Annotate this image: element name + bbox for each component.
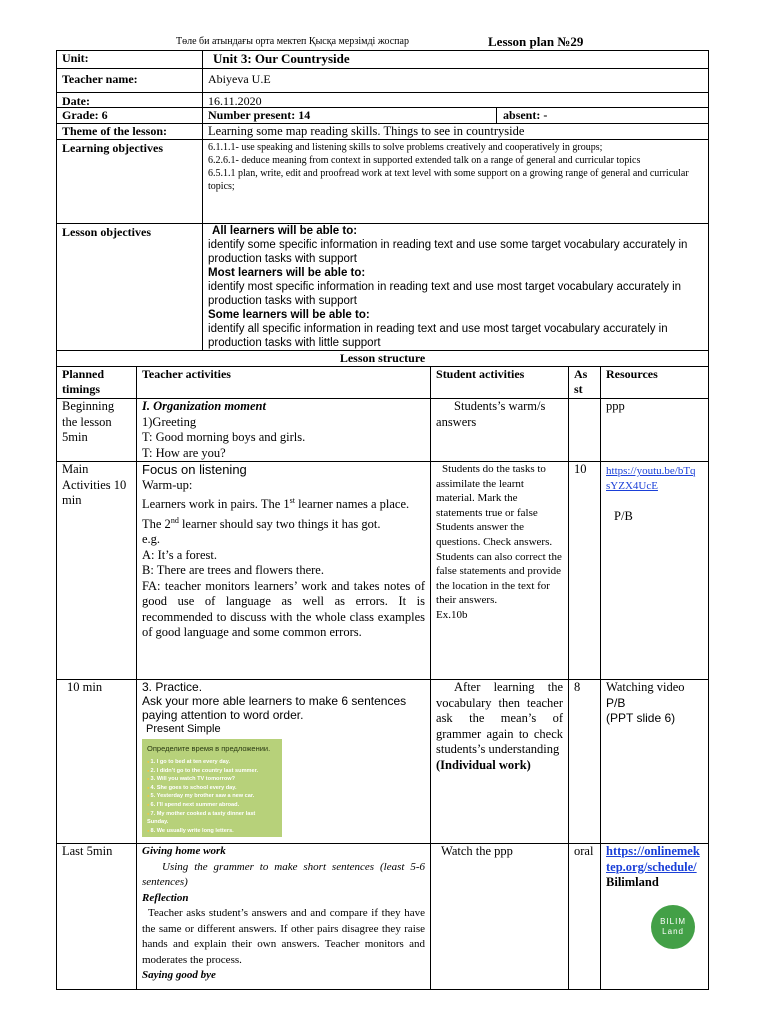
stage-timing: Main Activities 10 min (57, 462, 137, 680)
warm-up-label: Warm-up: (142, 477, 193, 492)
exercise-sentence: ● 3. Will you watch TV tomorrow? (147, 775, 277, 784)
stage-assessment (569, 399, 601, 462)
greeting-line: T: How are you? (142, 445, 226, 460)
practice-title: 3. Practice. (142, 680, 203, 694)
learning-objective-item: 6.1.1.1- use speaking and listening skills to solve problems creatively and cooperatively in groups; (208, 142, 603, 153)
lesson-objectives-label: Lesson objectives (57, 224, 203, 351)
stage-resources: ppp (601, 399, 709, 462)
pb-label: P/B (614, 509, 633, 524)
teacher-value: Abiyeva U.E (203, 69, 709, 93)
col-header-teacher: Teacher activities (137, 367, 431, 399)
present-simple-label: Present Simple (146, 723, 221, 735)
stage-teacher-activity (137, 399, 431, 462)
resource-item: P/B (606, 695, 626, 710)
resource-item: Watching video (606, 680, 685, 694)
bilimland-logo: BILIM Land (651, 905, 695, 949)
learning-objective-item: 6.5.1.1 plan, write, edit and proofread work at text level with some support on a growing range of general and curricular topics; (208, 168, 689, 192)
stage-teacher-activity (137, 844, 431, 990)
goodbye-line: Saying good bye (142, 969, 216, 981)
stage-assessment: oral (569, 844, 601, 990)
col-header-resources: Resources (601, 367, 709, 399)
col-header-assessment: As st (569, 367, 601, 399)
practice-text: Ask your more able learners to make 6 sentences paying attention to word order. (142, 694, 407, 722)
lesson-plan-table (56, 50, 709, 990)
individual-work-label: (Individual work) (436, 757, 531, 772)
stage-teacher-activity (137, 462, 431, 680)
exercise-screenshot-title: Определите время в предложении. (147, 744, 271, 753)
stage-timing: 10 min (57, 680, 137, 844)
lesson-objectives-body (203, 224, 709, 351)
some-learners-heading: Some learners will be able to: (208, 309, 370, 321)
exercise-screenshot-list (147, 758, 277, 835)
teacher-label: Teacher name: (57, 69, 203, 93)
exercise-number: Ex.10b (436, 608, 468, 621)
stage-student-activity (431, 680, 569, 844)
focus-title: Focus on listening (142, 462, 247, 477)
stage-student-activity: Students’s warm/s answers (431, 399, 569, 462)
reflection-text: Teacher asks student’s answers and and compare if they have the same or different answers. If other pairs disagree they raise hands and explain their own answers. Teacher monitors and moderates the process. (142, 907, 426, 966)
col-header-student: Student activities (431, 367, 569, 399)
learning-objective-item: 6.2.6.1- deduce meaning from context in supported extended talk on a range of general and curricular topics (208, 155, 641, 166)
stage-student-activity (431, 462, 569, 680)
stage-row-practice (57, 680, 709, 844)
learning-objectives-row (57, 140, 709, 224)
learning-objectives-label: Learning objectives (57, 140, 203, 224)
stage-timing: Last 5min (57, 844, 137, 990)
stage-resources (601, 844, 709, 990)
stage-row-main (57, 462, 709, 680)
exercise-sentence: ● 5. Yesterday my brother saw a new car. (147, 792, 277, 801)
resource-item: (PPT slide 6) (606, 711, 676, 725)
onlinemektep-link[interactable]: https://onlinemektep.org/schedule/ (606, 844, 700, 874)
most-learners-heading: Most learners will be able to: (208, 267, 366, 279)
stage-row-beginning (57, 399, 709, 462)
unit-row (57, 51, 709, 69)
grade: Grade: 6 (57, 108, 203, 124)
all-learners-heading: All learners will be able to: (212, 225, 358, 237)
youtube-link[interactable]: https://youtu.be/bTqsYZX4UcE (606, 465, 696, 492)
most-learners-text: identify most specific information in reading text and use most target vocabulary accurately in production tasks with support (208, 281, 682, 307)
teacher-row (57, 69, 709, 93)
date-row (57, 93, 709, 108)
number-present: Number present: 14 (203, 108, 497, 124)
greeting-line: T: Good morning boys and girls. (142, 430, 306, 444)
col-header-timings: Planned timings (57, 367, 137, 399)
structure-header-row (57, 367, 709, 399)
grade-row (57, 108, 709, 124)
stage-assessment: 8 (569, 680, 601, 844)
exercise-sentence: ● 6. I’ll spend next summer abroad. (147, 801, 277, 810)
some-learners-text: identify all specific information in reading text and use most target vocabulary accurately in production tasks with little support (208, 323, 668, 349)
warm-up-text: Learners work in pairs. The 1st learner names a place. The 2nd learner should say two things it has got. (142, 496, 410, 531)
stage-row-last (57, 844, 709, 990)
all-learners-text: identify some specific information in reading text and use some target vocabulary accurately in production tasks with support (208, 239, 688, 265)
date-value: 16.11.2020 (203, 93, 709, 108)
student-practice-text: After learning the vocabulary then teacher ask the mean’s of grammer again to check students’s understanding (436, 680, 564, 756)
example-line: B: There are trees and flowers there. (142, 563, 324, 578)
organization-moment-title: I. Organization moment (142, 399, 266, 413)
exercise-sentence: ● 1. I go to bed at ten every day. (147, 758, 277, 767)
learning-objectives-list (203, 140, 709, 224)
lesson-plan-number: Lesson plan №29 (488, 34, 584, 49)
bilimland-label: Bilimland (606, 875, 659, 889)
greeting-line: 1)Greeting (142, 414, 197, 429)
exercise-screenshot (142, 739, 282, 837)
stage-assessment: 10 (569, 462, 601, 680)
stage-resources (601, 462, 709, 680)
lesson-structure-title: Lesson structure (57, 351, 709, 367)
lesson-objectives-row (57, 224, 709, 351)
school-header: Төле би атындағы орта мектеп Қысқа мерзімді жоспар (176, 36, 409, 47)
example-line: A: It’s a forest. (142, 547, 217, 562)
unit-label: Unit: (57, 51, 203, 69)
lesson-structure-row (57, 351, 709, 367)
exercise-sentence: ● 8. We usually write long letters. (147, 827, 277, 836)
stage-timing: Beginning the lesson 5min (57, 399, 137, 462)
unit-value: Unit 3: Our Countryside (203, 51, 709, 69)
absent: absent: - (497, 108, 709, 124)
exercise-sentence: ● 4. She goes to school every day. (147, 784, 277, 793)
exercise-sentence: ● 7. My mother cooked a tasty dinner last Sunday. (147, 810, 277, 827)
homework-text: Using the grammer to make short sentences (least 5-6 sentences) (142, 860, 426, 888)
stage-teacher-activity (137, 680, 431, 844)
reflection-title: Reflection (142, 891, 189, 904)
exercise-sentence: ● 2. I didn’t go to the country last summer. (147, 767, 277, 776)
example-label: e.g. (142, 532, 161, 547)
fa-text: FA: teacher monitors learners’ work and takes notes of good use of language as well as errors. It is recommended to discuss with the whole class examples of good language and some common errors. (142, 578, 426, 640)
homework-title: Giving home work (142, 845, 226, 857)
theme-value: Learning some map reading skills. Things to see in countryside (203, 124, 709, 140)
student-task-text: Students do the tasks to assimilate the learnt material. Mark the statements true or false Students answer the questions. Check answers. Students can also correct the false statements and provide the location in the text for their answers. (436, 463, 562, 607)
stage-student-activity: Watch the ppp (431, 844, 569, 990)
theme-row (57, 124, 709, 140)
stage-resources (601, 680, 709, 844)
date-label: Date: (57, 93, 203, 108)
theme-label: Theme of the lesson: (57, 124, 203, 140)
